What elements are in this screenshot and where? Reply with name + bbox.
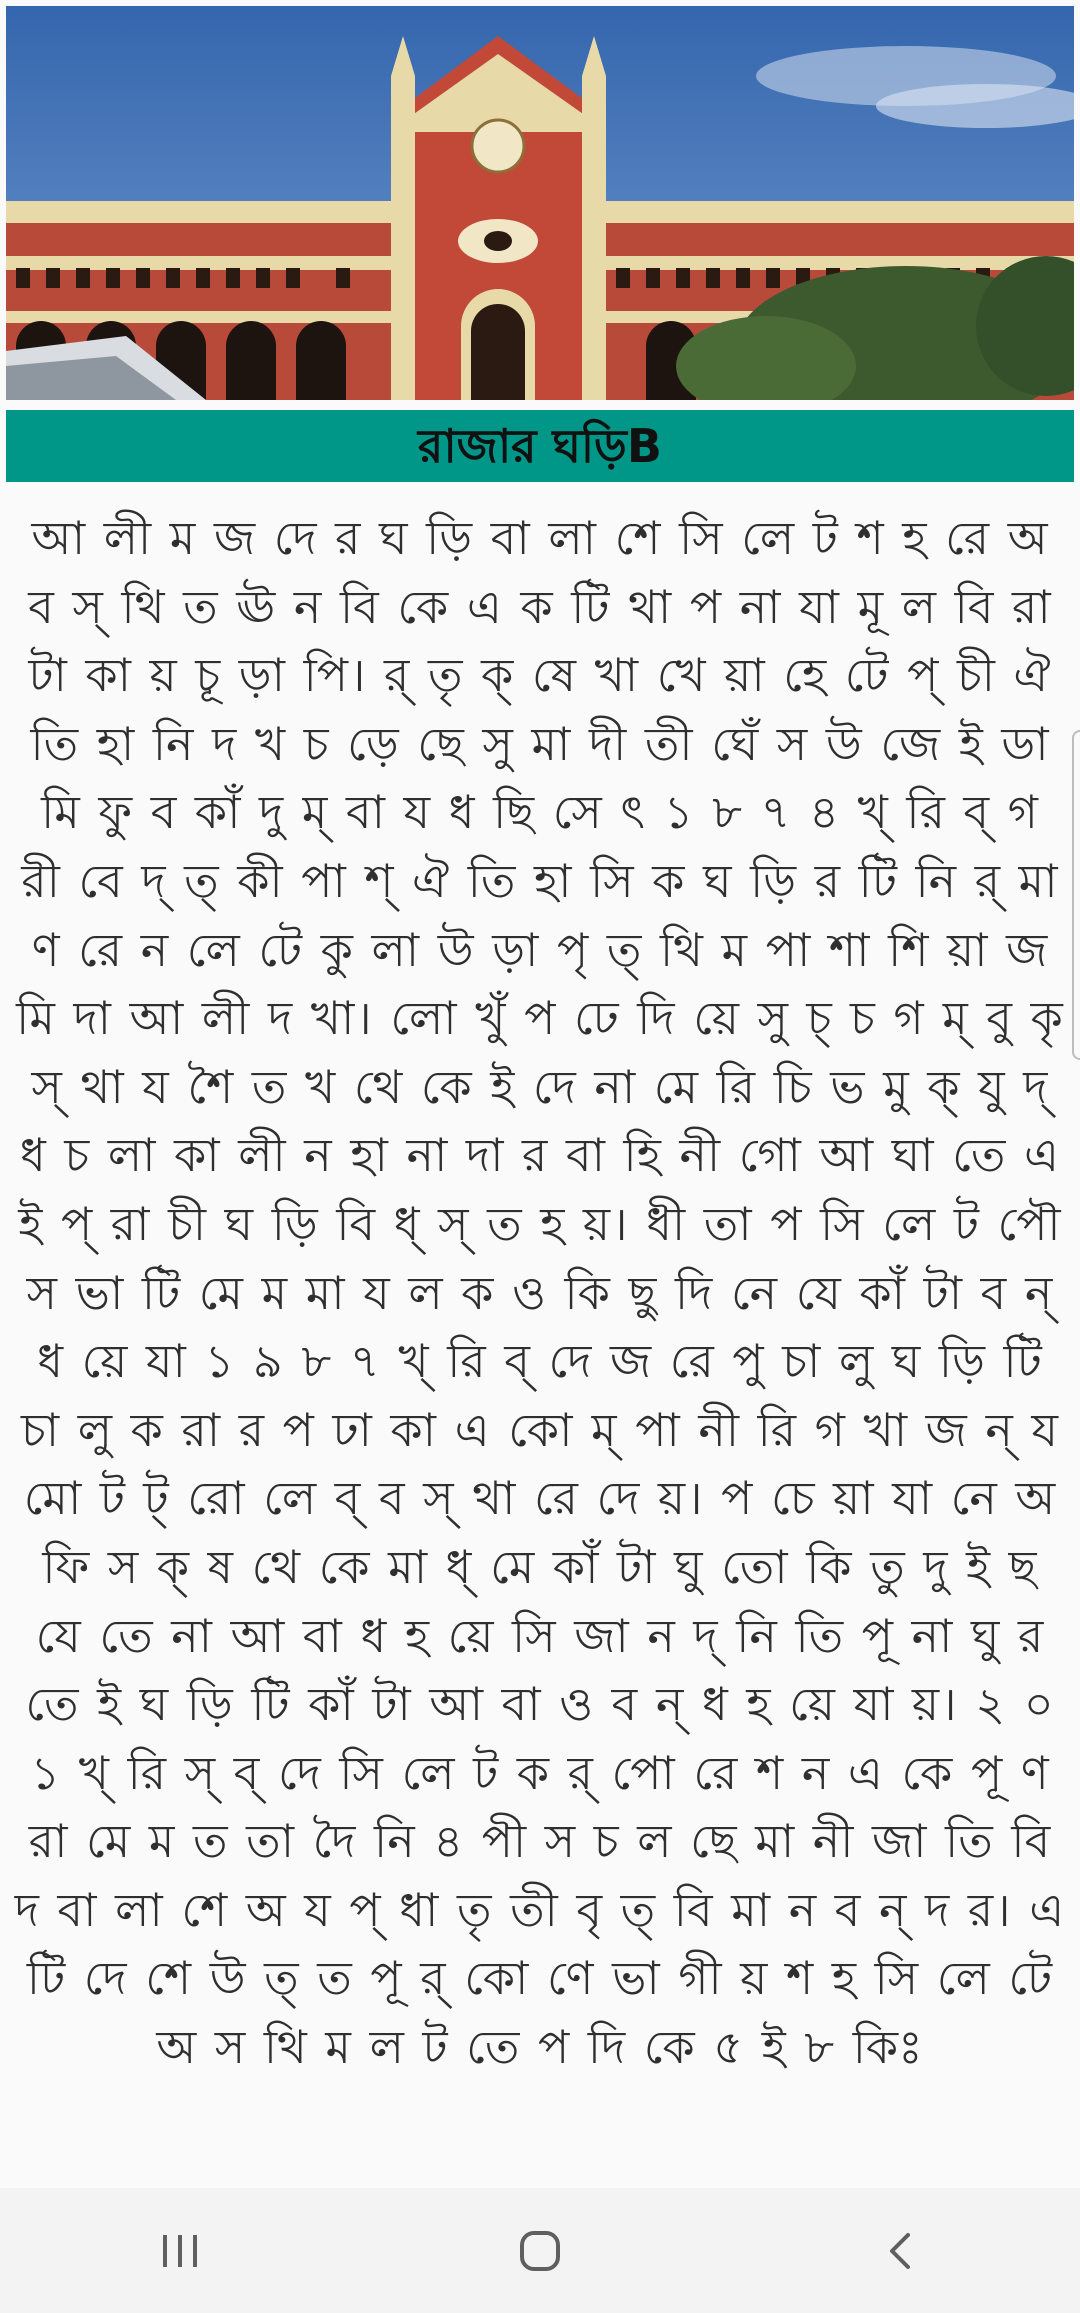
header-image [6, 6, 1074, 400]
home-button[interactable] [480, 2201, 600, 2301]
back-icon [878, 2229, 922, 2273]
system-navigation-bar [0, 2188, 1080, 2313]
back-button[interactable] [840, 2201, 960, 2301]
scroll-indicator[interactable] [1072, 730, 1080, 1060]
title-bar [6, 410, 1074, 482]
building-image [6, 6, 1074, 400]
home-icon [516, 2227, 564, 2275]
article-body: আ লী ম জ দে র ঘ ড়ি বা লা শে সি লে ট শ হ রে অ ব স্ থি ত ঊ ন বি কে এ ক টি থা প না যা মূ ল বি রা টা কা য় চূ ড়া পি। র্ তৃ ক্ ষে খা খে য়া হে টে প্ চী ঐ তি হা নি দ খ চ ড়ে ছে সু মা দী তী ঘেঁ স উ জে ই ডা মি ফু ব কাঁ দু ম্ বা য ধ ছি সে ৎ ১ ৮ ৭ ৪ খ্ রি ব্ গ রী বে দ্ ত্ কী পা শ্ ঐ তি হা সি ক ঘ ড়ি র টি নি র্ মা ণ রে ন লে টে কু লা উ ড়া পৃ ত্ থি ম পা শা শি য়া জ মি দা আ লী দ খা। লো খুঁ প ঢে দি য়ে সু চ্ চ গ ম্ বু কৃ স্ থা য শৈ ত খ থে কে ই দে না মে রি চি ভ মু ক্ যু দ্ ধ চ লা কা লী ন হা না দা র বা হি নী গো আ ঘা তে এ ই প্ রা চী ঘ ড়ি বি ধ্ স্ ত হ য়। ধী তা প সি লে ট পৌ স ভা টি মে ম মা য ল ক ও কি ছু দি নে যে কাঁ টা ব ন্ ধ য়ে যা ১ ৯ ৮ ৭ খ্ রি ব্ দে জ রে পু চা লু ঘ ড়ি টি চা লু ক রা র প ঢা কা এ কো ম্ পা নী রি গ খা জ ন্ য মো ট ট্ রো লে ব্ ব স্ থা রে দে য়। প চে য়া যা নে অ ফি স ক্ ষ থে কে মা ধ্ মে কাঁ টা ঘু তো কি তু দু ই ছ যে তে না আ বা ধ হ য়ে সি জা ন দ্ নি তি পূ না ঘু র তে ই ঘ ড়ি টি কাঁ টা আ বা ও ব ন্ ধ হ য়ে যা য়। ২ ০ ১ খ্ রি স্ ব্ দে সি লে ট ক র্ পো রে শ ন এ কে পূ ণ রা মে ম ত তা দৈ নি ৪ পী স চ ল ছে মা নী জা তি বি দ বা লা শে অ য প্ ধা তৃ তী বৃ ত্ বি মা ন ব ন্ দ র। এ টি দে শে উ ত্ ত পূ র্ কো ণে ভা গী য় শ হ সি লে টে অ স থি ম ল ট তে প দি কে ৫ ই ৮ কিঃ [14, 511, 1066, 2075]
article-content[interactable] [0, 492, 1080, 2184]
recents-button[interactable] [120, 2201, 240, 2301]
recents-icon [158, 2229, 202, 2273]
page-title: রাজার ঘড়িB [418, 419, 662, 473]
